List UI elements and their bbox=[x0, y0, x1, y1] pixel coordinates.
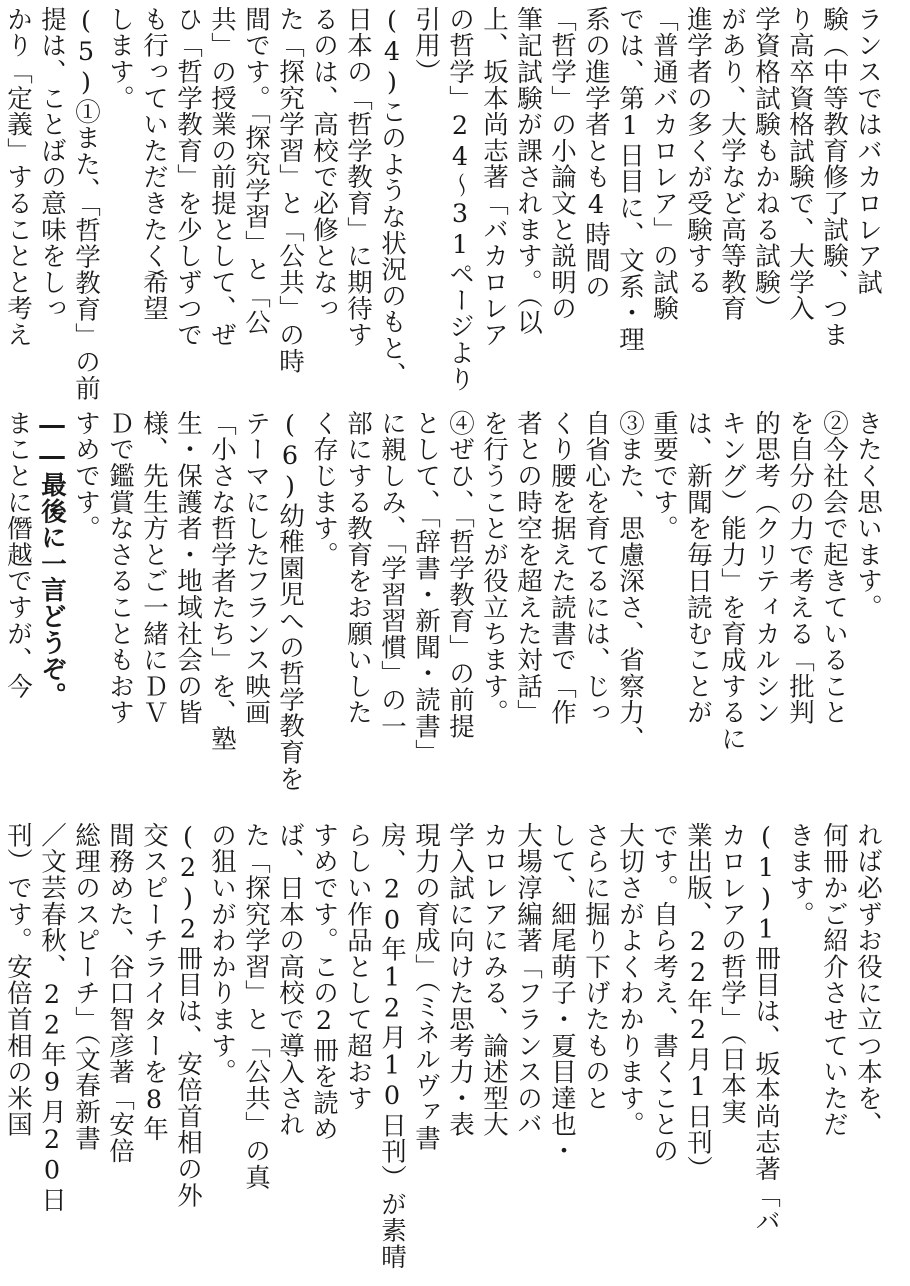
text-line: します。 bbox=[105, 6, 135, 112]
text-line: 業出版、22年2月1日刊） bbox=[683, 822, 713, 1182]
text-line: 験（中等教育修了試験、つま bbox=[819, 6, 849, 348]
text-line: 現力の育成」（ミネルヴァ書 bbox=[411, 822, 441, 1152]
text-line: を行うことが役立ちます。 bbox=[479, 410, 509, 726]
section-heading: ――最後に一言どうぞ。 bbox=[37, 410, 67, 709]
text-line: くり腰を据えた読書で「作 bbox=[547, 410, 577, 726]
text-line: 刊）です。安倍首相の米国 bbox=[3, 822, 33, 1138]
text-line: も行っていただきたく希望 bbox=[139, 6, 169, 322]
text-line: です。自ら考え、書くことの bbox=[649, 822, 679, 1164]
text-line: (5)①また、「哲学教育」の前 bbox=[71, 6, 101, 402]
text-band-2 bbox=[3, 410, 885, 808]
text-line: 系の進学者とも4時間の bbox=[581, 6, 611, 300]
text-line: 「普通バカロレア」の試験 bbox=[649, 6, 679, 322]
text-line: (6)幼稚園児への哲学教育を bbox=[275, 410, 305, 792]
text-line: があり、大学など高等教育 bbox=[717, 6, 747, 322]
text-line: として、「辞書・新聞・読書」 bbox=[411, 410, 441, 766]
text-line bbox=[0, 410, 1, 808]
text-band-3 bbox=[3, 822, 885, 1270]
text-line: まことに僭越ですが、今 bbox=[3, 410, 33, 700]
text-line: の狙いがわかります。 bbox=[207, 822, 237, 1085]
text-line: 自省心を育てるには、じっ bbox=[581, 410, 611, 726]
text-line: 様、先生方とご一緒にＤＶ bbox=[139, 410, 169, 726]
text-line: 「小さな哲学者たち」を、塾 bbox=[207, 410, 237, 752]
text-line: 「哲学」の小論文と説明の bbox=[547, 6, 577, 322]
text-line: ランスではバカロレア試 bbox=[853, 6, 883, 296]
text-line: 的思考（クリティカルシン bbox=[751, 410, 781, 726]
text-line: ば、日本の高校で導入され bbox=[275, 822, 305, 1138]
text-line: 生・保護者・地域社会の皆 bbox=[173, 410, 203, 726]
text-line: ④ぜひ、「哲学教育」の前提 bbox=[445, 410, 475, 740]
text-line: た「探究学習」と「公共」の時 bbox=[275, 6, 305, 375]
text-line: るのは、高校で必修となっ bbox=[309, 6, 339, 322]
text-line: ひ「哲学教育」を少しずつで bbox=[173, 6, 203, 348]
text-line: 引用） bbox=[411, 6, 441, 85]
text-line: 重要です。 bbox=[649, 410, 679, 542]
text-line: 学入試に向けた思考力・表 bbox=[445, 822, 475, 1138]
text-line: して、細尾萌子・夏目達也・ bbox=[547, 822, 577, 1164]
text-line: 部にする教育をお願いした bbox=[343, 410, 373, 726]
text-line: 上、坂本尚志著「バカロレア bbox=[479, 6, 509, 348]
text-line: に親しみ、「学習習慣」の一 bbox=[377, 410, 407, 740]
text-line: さらに掘り下げたものと bbox=[581, 822, 611, 1112]
text-line: カロレアの哲学」（日本実 bbox=[717, 822, 747, 1125]
text-line: 何冊かご紹介させていただ bbox=[819, 822, 849, 1138]
text-line: た「探究学習」と「公共」の真 bbox=[241, 822, 271, 1191]
text-band-1 bbox=[3, 6, 885, 402]
text-line: テーマにしたフランス映画 bbox=[241, 410, 271, 726]
text-line: ②今社会で起きていること bbox=[819, 410, 849, 726]
text-line: すめです。この2冊を読め bbox=[309, 822, 339, 1143]
text-line: れば必ずお役に立つ本を、 bbox=[853, 822, 883, 1138]
text-line: 大場淳編著「フランスのバ bbox=[513, 822, 543, 1138]
text-line: 大切さがよくわかります。 bbox=[615, 822, 645, 1138]
text-line: きます。 bbox=[785, 822, 815, 928]
text-line: キング）能力」を育成するに bbox=[717, 410, 747, 752]
text-line: きたく思います。 bbox=[853, 410, 883, 621]
text-line: 間務めた、谷口智彦著「安倍 bbox=[105, 822, 135, 1164]
text-line: らしい作品として超おす bbox=[343, 822, 373, 1112]
text-line: Ｄで鑑賞なさることもおす bbox=[105, 410, 135, 726]
text-line: 筆記試験が課されます。（以 bbox=[513, 6, 543, 336]
text-line: 共」の授業の前提として、ぜ bbox=[207, 6, 237, 348]
text-line: 学資格試験もかねる試験） bbox=[751, 6, 781, 322]
text-line: ③また、思慮深さ、省察力、 bbox=[615, 410, 645, 752]
text-line: (2)2冊目は、安倍首相の外 bbox=[173, 822, 203, 1209]
text-line: 提は、ことばの意味をしっ bbox=[37, 6, 67, 322]
text-line: すめです。 bbox=[71, 410, 101, 542]
text-line: (1)1冊目は、坂本尚志著「バ bbox=[751, 822, 781, 1235]
text-line: 日本の「哲学教育」に期待す bbox=[343, 6, 373, 348]
text-line: かり「定義」することと考え bbox=[3, 6, 33, 348]
text-line: (4)このような状況のもと、 bbox=[377, 6, 407, 388]
text-line: の哲学」24〜31ページより bbox=[445, 6, 475, 393]
text-line: を自分の力で考える「批判 bbox=[785, 410, 815, 726]
text-line bbox=[0, 822, 1, 1220]
text-line: 房、20年12月10日刊）が素晴 bbox=[377, 822, 407, 1270]
text-line: カロレアにみる、論述型大 bbox=[479, 822, 509, 1138]
text-line: 進学者の多くが受験する bbox=[683, 6, 713, 296]
text-line: 総理のスピーチ」（文春新書 bbox=[71, 822, 101, 1152]
text-line: 間です。「探究学習」と「公 bbox=[241, 6, 271, 336]
text-line: 交スピーチライターを8年 bbox=[139, 822, 169, 1143]
text-line: は、新聞を毎日読むことが bbox=[683, 410, 713, 726]
text-line bbox=[0, 6, 1, 398]
text-line: 者との時空を超えた対話」 bbox=[513, 410, 543, 726]
text-line: では、第1日目に、文系・理 bbox=[615, 6, 645, 353]
text-line: ／文芸春秋、22年9月20日 bbox=[37, 822, 67, 1213]
text-line: り高卒資格試験で、大学入 bbox=[785, 6, 815, 322]
text-line: く存じます。 bbox=[309, 410, 339, 568]
